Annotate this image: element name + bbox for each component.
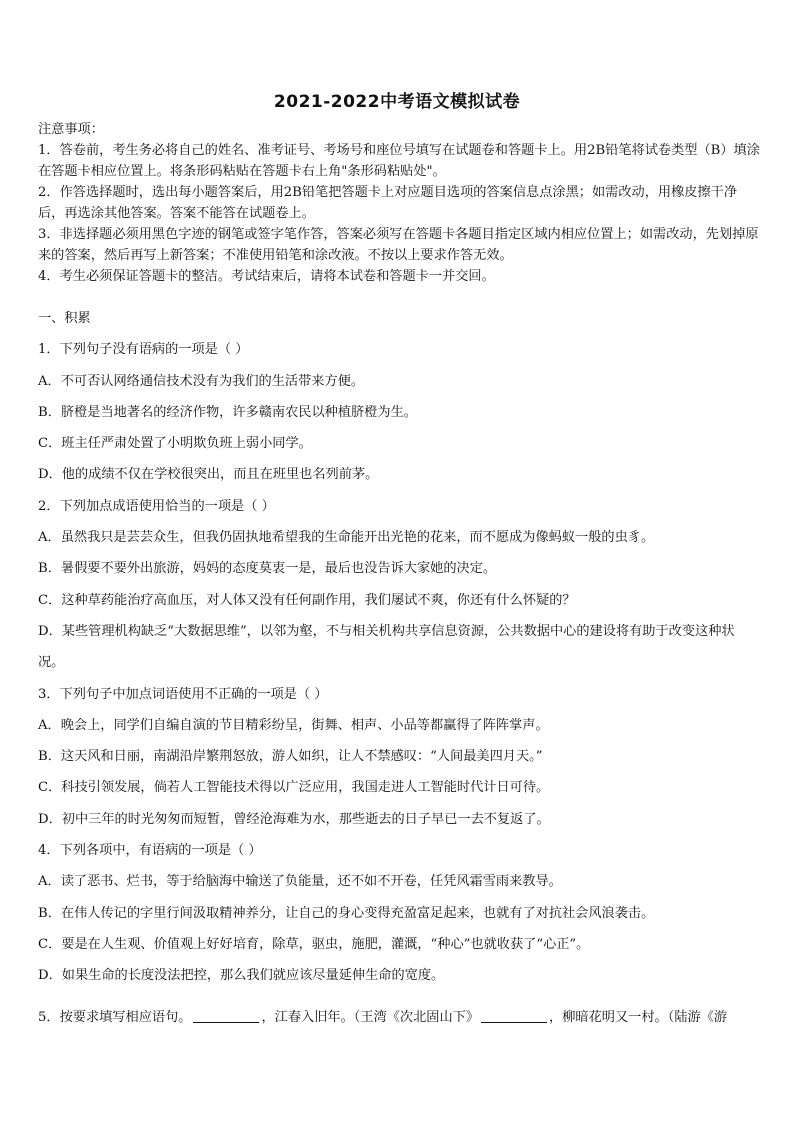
option: B．这天风和日丽，南湖沿岸繁荆怒放，游人如织，让人不禁感叹：“人间最美四月天。” <box>38 749 543 765</box>
notice-block <box>38 119 760 287</box>
option: B．脐橙是当地著名的经济作物，许多赣南农民以种植脐橙为生。 <box>38 404 417 420</box>
option: A．晚会上，同学们自编自演的节目精彩纷呈，街舞、相声、小品等都赢得了阵阵掌声。 <box>38 717 549 733</box>
option: C．科技引领发展，倘若人工智能技术得以广泛应用，我国走进人工智能时代计日可待。 <box>38 780 550 796</box>
section-heading: 一、积累 <box>38 311 91 326</box>
option: D．如果生命的长度没法把控，那么我们就应该尽量延伸生命的宽度。 <box>38 968 445 984</box>
notice-item: 4．考生必须保证答题卡的整洁。考试结束后，请将本试卷和答题卡一并交回。 <box>38 269 495 284</box>
option: C．这种草药能治疗高血压，对人体又没有任何副作用，我们屡试不爽，你还有什么怀疑的？ <box>38 592 576 608</box>
option: A．读了恶书、烂书，等于给脑海中输送了负能量，还不如不开卷，任凭风霜雪雨来教导。 <box>38 874 562 890</box>
option: B．暑假要不要外出旅游，妈妈的态度莫衷一是，最后也没告诉大家她的决定。 <box>38 561 497 577</box>
question-5 <box>38 1002 760 1033</box>
question-stem: 3．下列句子中加点词语使用不正确的一项是（ ） <box>38 686 328 702</box>
notice-item: 1．答卷前，考生务必将自己的姓名、准考证号、考场号和座位号填写在试题卷和答题卡上。用2B铅笔将试卷类型（B）填涂在答题卡相应位置上。将条形码粘贴在答题卡右上角"条形码粘贴处"。 <box>38 143 760 179</box>
option: D．他的成绩不仅在学校很突出，而且在班里也名列前茅。 <box>38 467 379 483</box>
option: C．班主任严肃处置了小明欺负班上弱小同学。 <box>38 436 312 452</box>
option: B．在伟人传记的字里行间汲取精神养分，让自己的身心变得充盈富足起来，也就有了对抗社会风浪袭击。 <box>38 905 655 921</box>
exam-title: 2021-2022中考语文模拟试卷 <box>273 92 521 112</box>
notice-item: 3．非选择题必须用黑色字迹的钢笔或签字笔作答，答案必须写在答题卡各题目指定区域内相应位置上；如需改动，先划掉原来的答案，然后再写上新答案；不准使用铅笔和涂改液。不按以上要求作答无效。 <box>38 227 759 263</box>
notice-heading: 注意事项： <box>38 122 104 137</box>
option: D．某些管理机构缺乏“大数据思维”，以邻为壑，不与相关机构共享信息资源，公共数据中心的建设将有助于改变这种状况。 <box>38 623 735 671</box>
question-stem: 2．下列加点成语使用恰当的一项是（ ） <box>38 498 275 514</box>
q5-part2: ，柳暗花明又一村。（陆游《游 <box>549 1009 728 1025</box>
question-stem: 4．下列各项中，有语病的一项是（ ） <box>38 843 262 859</box>
questions-block <box>38 303 760 1033</box>
notice-item: 2．作答选择题时，选出每小题答案后，用2B铅笔把答题卡上对应题目选项的答案信息点涂黑；如需改动，用橡皮擦干净后，再选涂其他答案。答案不能答在试题卷上。 <box>38 185 738 221</box>
answer-blank[interactable] <box>481 1008 547 1023</box>
q5-prefix: 5．按要求填写相应语句。 <box>38 1009 192 1025</box>
spacer <box>38 992 760 1002</box>
option: A．不可否认网络通信技术没有为我们的生活带来方便。 <box>38 373 365 389</box>
question-stem: 1．下列句子没有语病的一项是（ ） <box>38 342 249 358</box>
option: A．虽然我只是芸芸众生，但我仍固执地希望我的生命能开出光艳的花来，而不愿成为像蚂蚁一般的虫豸。 <box>38 530 655 546</box>
q5-part1: ，江春入旧年。（王湾《次北固山下》 <box>261 1009 480 1025</box>
option: D．初中三年的时光匆匆而短暂，曾经沧海难为水，那些逝去的日子早已一去不复返了。 <box>38 811 550 827</box>
answer-blank[interactable] <box>193 1008 259 1023</box>
option: C．要是在人生观、价值观上好好培育，除草，驱虫，施肥，灌溉，“种心”也就收获了“心正”。 <box>38 936 590 952</box>
